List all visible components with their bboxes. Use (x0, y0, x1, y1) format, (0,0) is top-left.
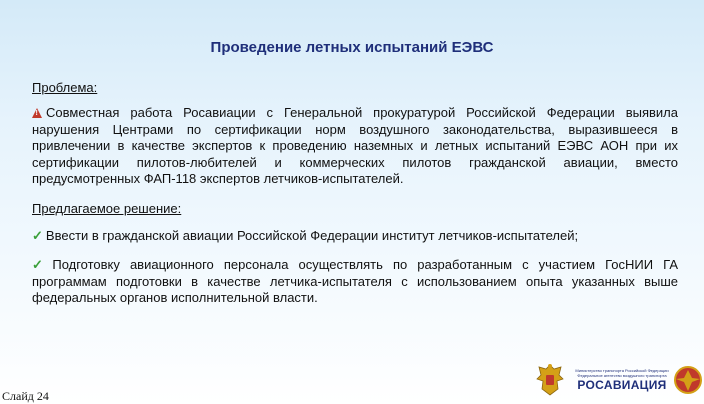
problem-heading: Проблема: (32, 80, 98, 95)
aviation-emblem-icon (673, 362, 703, 398)
solution-item (32, 228, 678, 245)
solution-item (32, 257, 678, 307)
rosaviatsia-logo (535, 362, 703, 402)
org-name: РОСАВИАЦИЯ (577, 378, 667, 392)
solution-item-text: Ввести в гражданской авиации Российской Федерации институт летчиков-испытателей; (45, 228, 579, 243)
org-subtitle: Министерство транспорта Российской Федерации Федеральное агентство воздушного транспорта (575, 368, 669, 378)
problem-paragraph (32, 105, 678, 188)
check-icon: ✓ (32, 257, 50, 272)
slide-title: Проведение летных испытаний ЕЭВС (210, 39, 494, 56)
check-icon: ✓ (32, 228, 43, 243)
problem-text: Совместная работа Росавиации с Генеральной прокуратурой Российской Федерации выявила нарушения Центрами по сертификации норм воздушного законодательства, выразившееся в привлечении в качестве экспертов к проведению наземных и летных испытаний ЕЭВС АОН при их сертификации пилотов-любителей и коммерческих пилотов гражданской авиации, вместо предусмотренных ФАП-118 экспертов летчиков-испытателей. (32, 105, 678, 186)
eagle-emblem-icon (535, 362, 565, 398)
solution-heading: Предлагаемое решение: (32, 201, 182, 216)
slide-number: Слайд 24 (2, 389, 49, 403)
solution-item-text: Подготовку авиационного персонала осуществлять по разработанным с участием ГосНИИ ГА программам подготовки в качестве летчика-испытателя с использованием опыта указанных выше федеральных органов исполнительной власти. (32, 257, 678, 305)
warning-icon (32, 108, 42, 118)
